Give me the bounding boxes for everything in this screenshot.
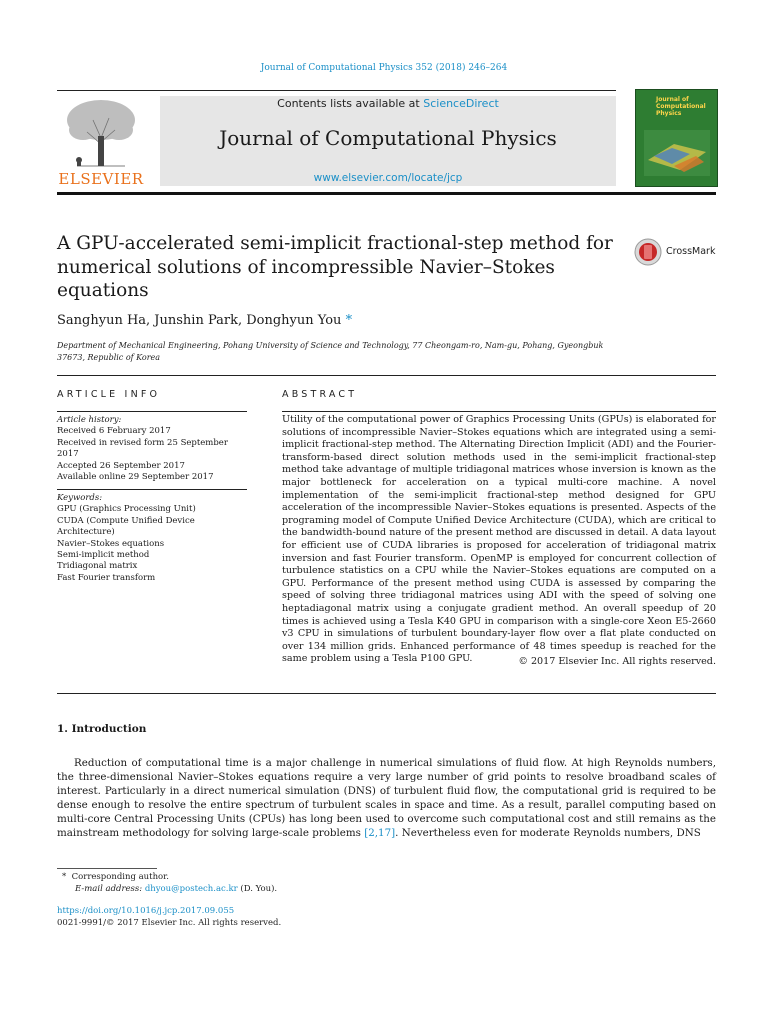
affiliation: Department of Mechanical Engineering, Pohang University of Science and Technology, 77 Cheongam-ro, Nam-gu, Pohang, Gyeongbuk 37673, Republic of Korea (57, 341, 604, 362)
article-info-heading: ARTICLE INFO (57, 389, 161, 400)
cover-title (656, 96, 706, 117)
journal-reference-link[interactable]: Journal of Computational Physics 352 (2018) 246–264 (260, 63, 508, 73)
cover-title-line: Physics (656, 110, 682, 117)
keywords-list (57, 493, 247, 584)
keyword-item: Architecture) (57, 527, 115, 538)
abstract-rule (282, 411, 716, 412)
author-list (57, 313, 352, 328)
keyword-item: Fast Fourier transform (57, 572, 156, 583)
contents-availability (160, 97, 616, 110)
section-heading-introduction: 1. Introduction (57, 723, 147, 735)
header-bottom-rule (57, 192, 716, 195)
citation-link[interactable]: [2,17] (364, 826, 396, 839)
journal-cover-image[interactable] (635, 89, 718, 187)
abstract-heading: ABSTRACT (282, 389, 358, 400)
history-item: 2017 (57, 449, 79, 460)
elsevier-tree-icon (57, 96, 145, 168)
header-top-rule (57, 90, 616, 91)
title-separator-rule (57, 375, 716, 376)
journal-title: Journal of Computational Physics (219, 126, 557, 150)
sciencedirect-link[interactable]: ScienceDirect (423, 97, 499, 110)
keyword-item: Navier–Stokes equations (57, 538, 165, 549)
history-item: Received 6 February 2017 (57, 426, 171, 437)
intro-text: Reduction of computational time is a major challenge in numerical simulations of fluid flow. At high Reynolds numbers, the three-dimensional Navier–Stokes equations require a very large number of grid points to resolve broadband scales of interest. Particularly in a direct numerical simulation (DNS) of turbulent fluid flow, the computational grid is required to be dense enough to resolve the entire spectrum of turbulent scales in space and time. As a result, parallel computing based on multi-core Central Processing Units (CPUs) has long been used to overcome such computational cost and still remains as the mainstream methodology for solving large-scale problems (57, 757, 716, 839)
abstract-copyright: © 2017 Elsevier Inc. All rights reserved. (518, 656, 716, 667)
corresponding-author-footnote (62, 872, 169, 882)
introduction-paragraph (57, 757, 716, 840)
history-item: Received in revised form 25 September (57, 437, 228, 448)
intro-text-continued: . Nevertheless even for moderate Reynolds numbers, DNS (395, 826, 701, 839)
abstract-end-rule (57, 693, 716, 694)
abstract-text: Utility of the computational power of Graphics Processing Units (GPUs) is elaborated for solutions of incompressible Navier–Stokes equations which are integrated using a semi-implicit fractional-step method. The Alternating Direction Implicit (ADI) and the Fourier-transform-based direct solution methods used in the semi-implicit fractional-step method take advantage of multiple tridiagonal matrices whose inversion is known as the major bottleneck for acceleration on a typical multi-core machine. A novel implementation of the semi-implicit fractional-step method designed for GPU acceleration of the incompressible Navier–Stokes equations is presented. Aspects of the programing model of Compute Unified Device Architecture (CUDA), which are critical to the bandwidth-bound nature of the present method are discussed in detail. A data layout for efficient use of CUDA libraries is proposed for acceleration of tridiagonal matrix inversion and fast Fourier transform. OpenMP is employed for concurrent collection of turbulence statistics on a CPU while the Navier–Stokes equations are computed on a GPU. Performance of the present method using CUDA is assessed by comparing the speed of solving three tridiagonal matrices using ADI with the speed of solving one heptadiagonal matrix using a conjugate gradient method. An overall speedup of 20 times is achieved using a Tesla K40 GPU in comparison with a single-core Xeon E5-2660 v3 CPU in simulations of turbulent boundary-layer flow over a flat plate conducted on over 134 million grids. Enhanced performance of 48 times speedup is reached for the same problem using a Tesla P100 GPU. (282, 414, 716, 665)
cover-title-line: Journal of (656, 96, 689, 103)
elsevier-wordmark: ELSEVIER (58, 170, 144, 188)
history-item: Available online 29 September 2017 (57, 472, 214, 483)
history-label: Article history: (57, 415, 122, 425)
elsevier-logo[interactable] (57, 96, 145, 186)
email-link[interactable]: dhyou@postech.ac.kr (144, 884, 238, 894)
email-label: E-mail address: (75, 884, 145, 894)
footnote-text: Corresponding author. (71, 872, 169, 882)
keyword-item: Semi-implicit method (57, 550, 150, 561)
contents-prefix: Contents lists available at (277, 97, 424, 110)
email-suffix: (D. You). (237, 884, 278, 894)
cover-artwork (644, 130, 710, 176)
keywords-rule (57, 489, 247, 490)
doi-link[interactable]: https://doi.org/10.1016/j.jcp.2017.09.055 (57, 906, 235, 916)
journal-homepage-link[interactable]: www.elsevier.com/locate/jcp (313, 172, 463, 184)
keywords-label: Keywords: (57, 493, 103, 503)
email-footnote (75, 884, 277, 894)
crossmark-icon (634, 238, 662, 266)
keyword-item: GPU (Graphics Processing Unit) (57, 504, 196, 515)
keyword-item: CUDA (Compute Unified Device (57, 515, 195, 526)
issn-copyright: 0021-9991/© 2017 Elsevier Inc. All rights reserved. (57, 918, 282, 928)
footnote-mark: * (62, 872, 67, 882)
crossmark-label: CrossMark (666, 246, 716, 257)
history-item: Accepted 26 September 2017 (57, 460, 185, 471)
crossmark-button[interactable] (634, 238, 719, 266)
footnote-rule (57, 868, 157, 869)
corresponding-author-mark[interactable]: * (345, 313, 353, 328)
paper-title: A GPU-accelerated semi-implicit fractional-step method for numerical solutions of incompressible Navier–Stokes equations (57, 233, 613, 301)
author-names: Sanghyun Ha, Junshin Park, Donghyun You (57, 313, 342, 328)
article-info-rule (57, 411, 247, 412)
keyword-item: Tridiagonal matrix (57, 561, 138, 572)
cover-title-line: Computational (656, 103, 706, 110)
article-history (57, 415, 247, 483)
